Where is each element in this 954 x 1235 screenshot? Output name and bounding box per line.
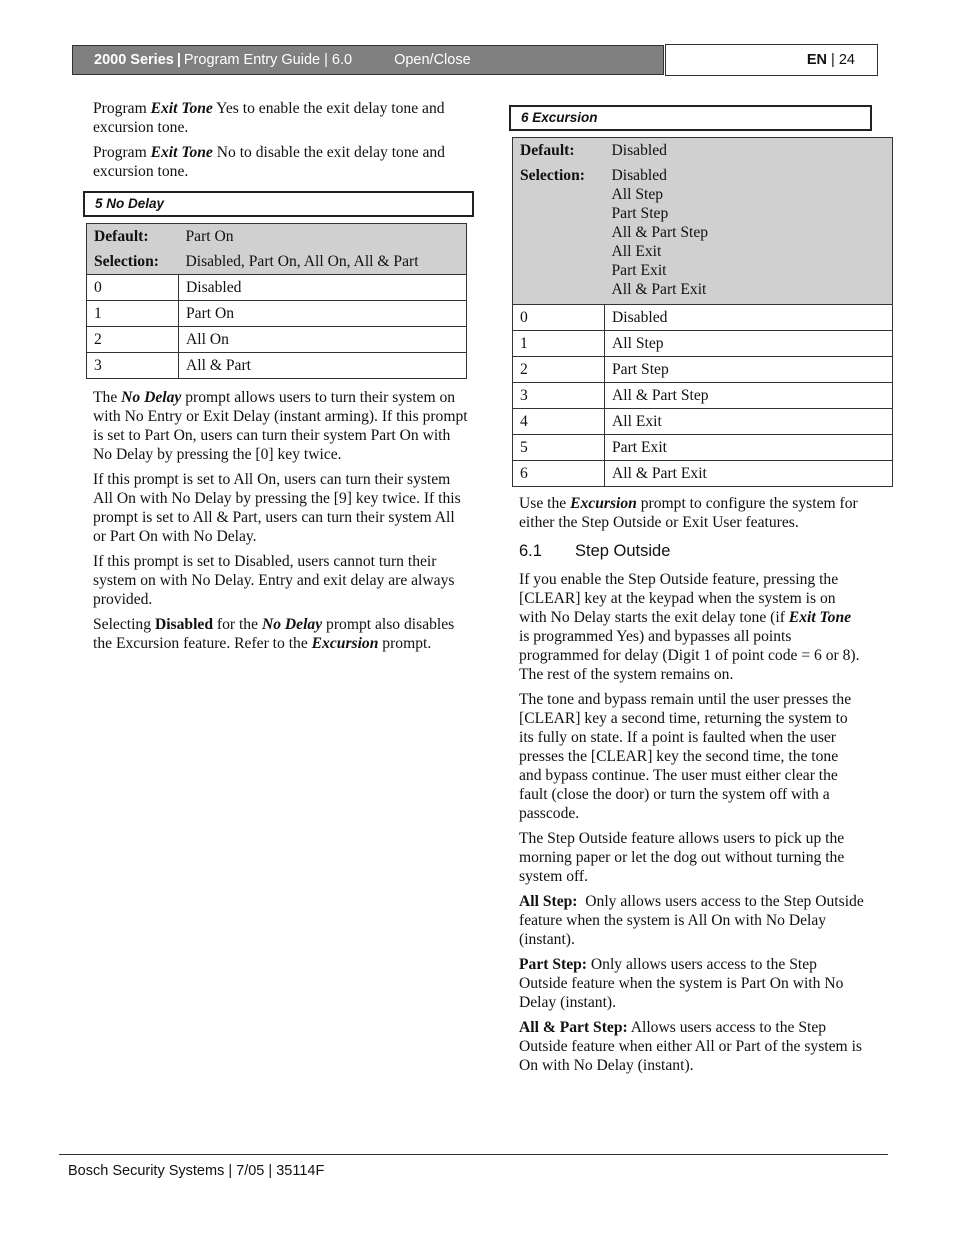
option-code: 2	[87, 327, 179, 353]
selection-value: Disabled	[611, 167, 667, 184]
exit-tone-term: Exit Tone	[150, 144, 213, 161]
no-delay-paragraph-1: The No Delay prompt allows users to turn their system on with No Entry or Exit Delay (instant arming). If this prompt is set to Part On, users can turn their system Part On with No Delay by pressing the [0] key twice.	[93, 389, 468, 463]
header-series: 2000 Series	[94, 52, 174, 68]
default-label: Default:	[513, 138, 605, 164]
option-code: 0	[87, 275, 179, 301]
option-desc: Disabled	[179, 275, 467, 301]
disabled-term: Disabled	[154, 616, 213, 633]
table-row	[513, 331, 893, 357]
no-delay-paragraph-4: Selecting Disabled for the No Delay prompt also disables the Excursion feature. Refer to the Excursion prompt.	[93, 616, 455, 652]
default-value: Disabled	[605, 138, 893, 164]
no-delay-term: No Delay	[261, 616, 323, 633]
selection-value: All Exit	[611, 243, 662, 260]
part-step-label: Part Step:	[519, 956, 587, 973]
header-section: Open/Close	[394, 52, 471, 68]
selection-row	[87, 249, 467, 275]
default-label: Default:	[87, 224, 179, 250]
option-code: 6	[513, 461, 605, 487]
excursion-title: 6 Excursion	[509, 105, 872, 131]
selection-value: All Step	[611, 186, 664, 203]
option-code: 5	[513, 435, 605, 461]
no-delay-term: No Delay	[121, 389, 182, 406]
selection-values	[605, 163, 893, 305]
section-title: Step Outside	[575, 542, 671, 560]
option-desc: All On	[179, 327, 467, 353]
table-row	[87, 275, 467, 301]
option-desc: Part On	[179, 301, 467, 327]
table-row	[513, 435, 893, 461]
option-code: 4	[513, 409, 605, 435]
right-body	[519, 494, 868, 1081]
selection-row	[513, 163, 893, 305]
table-row	[513, 383, 893, 409]
header-page-box	[665, 44, 878, 76]
option-code: 1	[513, 331, 605, 357]
header-separator: |	[176, 52, 181, 68]
step-outside-paragraph-1: If you enable the Step Outside feature, pressing the [CLEAR] key at the keypad when the system is on with No Delay starts the exit delay tone (if Exit Tone is programmed Yes) and bypasses all points programmed for delay (Digit 1 of point code = 6 or 8). The rest of the system remains on.	[519, 571, 860, 683]
table-row	[513, 357, 893, 383]
option-code: 3	[513, 383, 605, 409]
option-code: 1	[87, 301, 179, 327]
option-desc: All Exit	[605, 409, 893, 435]
excursion-table	[512, 137, 893, 487]
option-desc: Part Exit	[605, 435, 893, 461]
exit-tone-term: Exit Tone	[150, 100, 213, 117]
selection-label: Selection:	[513, 163, 605, 305]
exit-tone-term: Exit Tone	[788, 609, 852, 626]
option-code: 2	[513, 357, 605, 383]
table-row	[513, 409, 893, 435]
excursion-term: Excursion	[570, 495, 637, 512]
no-delay-paragraph-3: If this prompt is set to Disabled, users cannot turn their system on with No Delay. Entry and exit delay are always provided.	[93, 553, 455, 608]
header-bar	[72, 45, 664, 75]
option-desc: All & Part	[179, 353, 467, 379]
header-page-separator: |	[831, 52, 835, 68]
no-delay-table	[86, 223, 467, 379]
option-desc: All & Part Step	[605, 383, 893, 409]
no-delay-title: 5 No Delay	[83, 191, 474, 217]
table-row	[513, 305, 893, 331]
header-lang: EN	[806, 52, 828, 68]
table-row	[87, 353, 467, 379]
option-desc: Part Step	[605, 357, 893, 383]
step-outside-paragraph-2: The tone and bypass remain until the user presses the [CLEAR] key a second time, returning the system to its fully on state. If a point is faulted when the user presses the [CLEAR] key the second time, the tone and bypass continue. The user must either clear the fault (close the door) or turn the system off with a passcode.	[519, 691, 852, 822]
selection-value: Disabled, Part On, All On, All & Part	[179, 249, 467, 275]
excursion-paragraph: Use the Excursion prompt to configure the system for either the Step Outside or Exit User features.	[519, 495, 858, 531]
selection-value: Part Exit	[611, 262, 667, 279]
selection-value: All & Part Step	[611, 224, 709, 241]
part-step-paragraph: Part Step: Only allows users access to the Step Outside feature when the system is Part On with No Delay (instant).	[519, 956, 844, 1011]
intro-paragraph-1: Program Exit Tone Yes to enable the exit delay tone and excursion tone.	[93, 100, 445, 136]
footer-text: Bosch Security Systems | 7/05 | 35114F	[68, 1163, 325, 1179]
selection-label: Selection:	[87, 249, 179, 275]
table-row	[87, 301, 467, 327]
option-desc: All Step	[605, 331, 893, 357]
selection-value: All & Part Exit	[611, 281, 707, 298]
left-body	[93, 388, 468, 659]
footer-rule	[59, 1154, 888, 1155]
header-page-number: 24	[838, 52, 855, 68]
option-desc: Disabled	[605, 305, 893, 331]
option-code: 3	[87, 353, 179, 379]
section-number: 6.1	[519, 542, 542, 560]
default-row	[87, 224, 467, 250]
excursion-term: Excursion	[311, 635, 379, 652]
table-row	[87, 327, 467, 353]
header-guide: Program Entry Guide | 6.0	[183, 52, 353, 68]
option-code: 0	[513, 305, 605, 331]
all-step-paragraph: All Step: Only allows users access to the Step Outside feature when the system is All On with No Delay (instant).	[519, 893, 868, 948]
default-value: Part On	[179, 224, 467, 250]
selection-value: Part Step	[611, 205, 669, 222]
all-step-label: All Step:	[519, 893, 578, 910]
table-row	[513, 461, 893, 487]
step-outside-paragraph-3: The Step Outside feature allows users to pick up the morning paper or let the dog out without turning the system off.	[519, 830, 845, 885]
all-part-step-paragraph: All & Part Step: Allows users access to the Step Outside feature when either All or Part of the system is On with No Delay (instant).	[519, 1019, 862, 1074]
left-intro	[93, 99, 468, 187]
no-delay-paragraph-2: If this prompt is set to All On, users can turn their system All On with No Delay by pressing the [9] key twice. If this prompt is set to All & Part, users can turn their system All or Part On with No Delay.	[93, 471, 461, 545]
default-row	[513, 138, 893, 164]
option-desc: All & Part Exit	[605, 461, 893, 487]
all-part-step-label: All & Part Step:	[519, 1019, 628, 1036]
intro-paragraph-2: Program Exit Tone No to disable the exit delay tone and excursion tone.	[93, 144, 445, 180]
section-heading	[519, 542, 864, 561]
